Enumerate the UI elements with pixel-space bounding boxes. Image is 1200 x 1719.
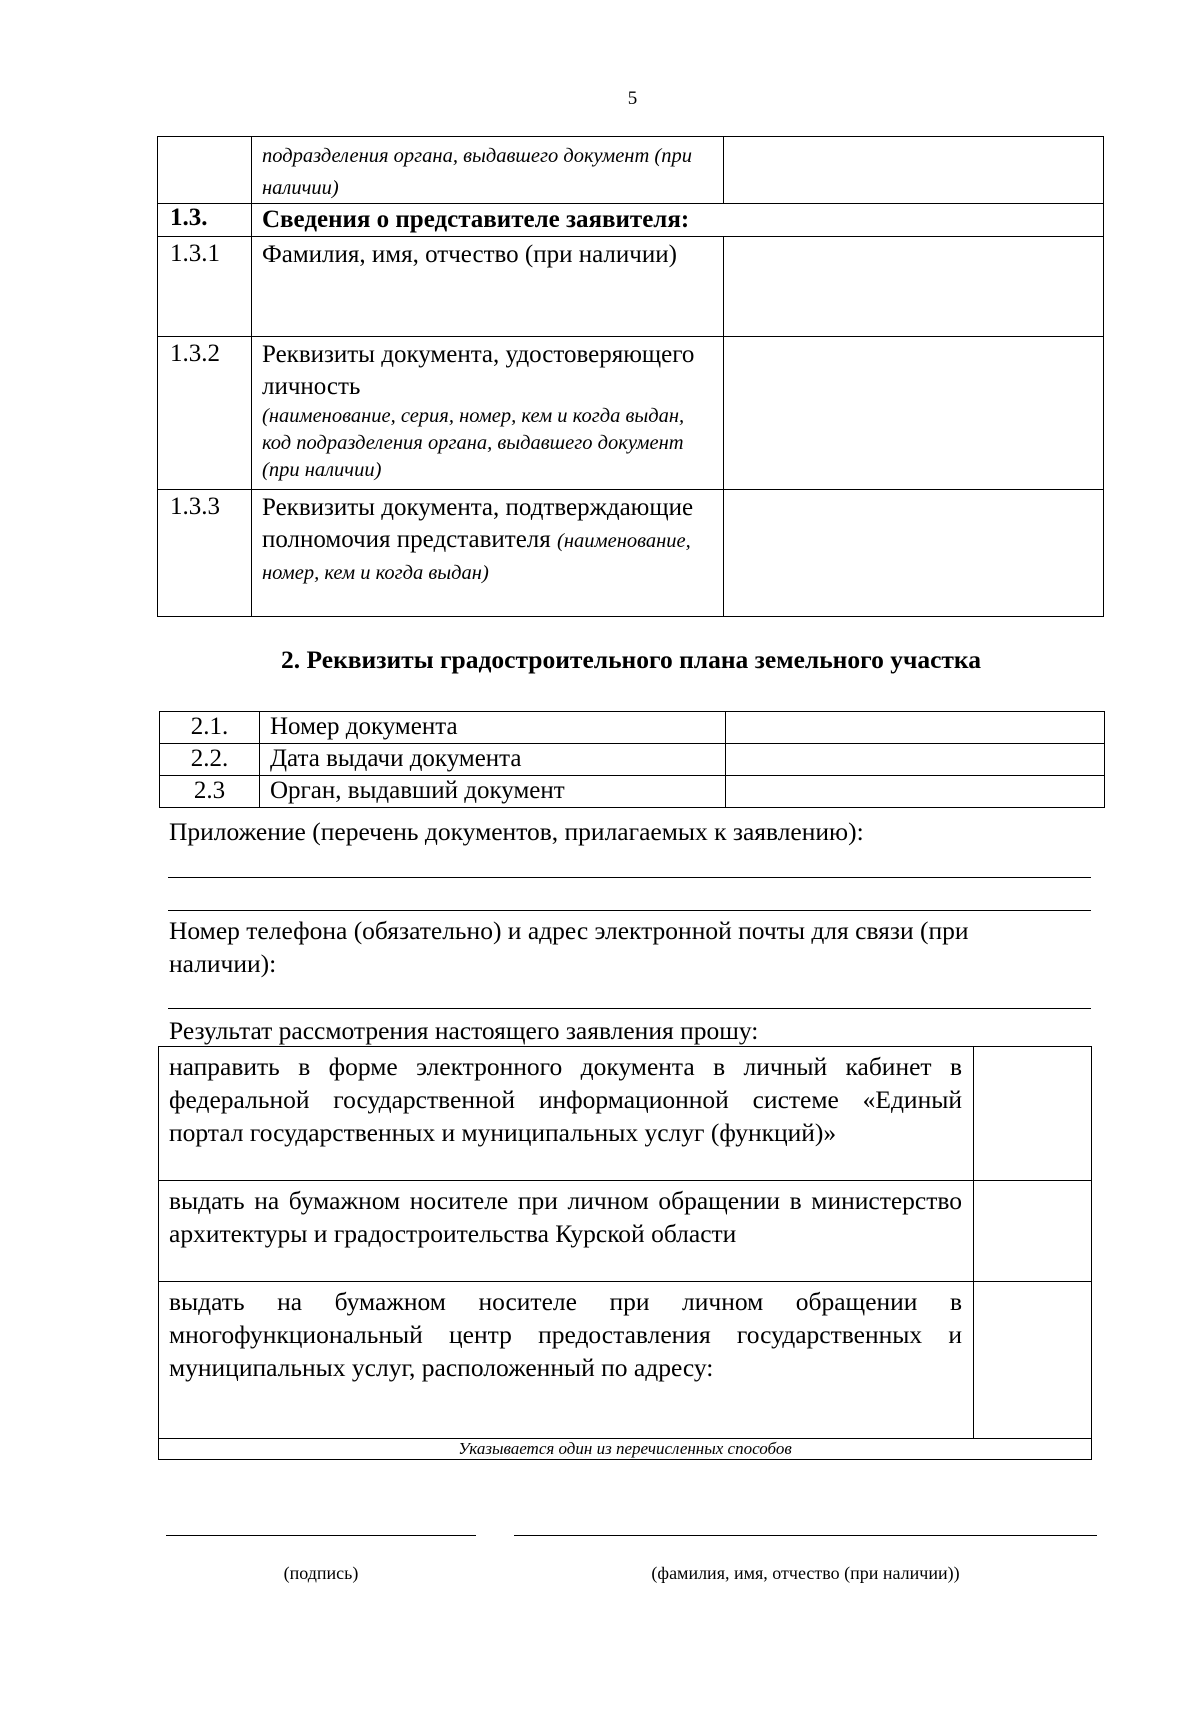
result-option-mfc: выдать на бумажном носителе при личном обращении в многофункциональный центр предоставления государственных и муниципальных услуг, расположенный по адресу: [159,1282,974,1439]
table-row [158,490,1104,617]
row-number: 1.3. [158,204,252,237]
row-label: Орган, выдавший документ [260,776,726,808]
section-header: Сведения о представителе заявителя: [252,204,1104,237]
result-label: Результат рассмотрения настоящего заявления прошу: [169,1016,759,1045]
result-option-electronic: направить в форме электронного документа в личный кабинет в федеральной государственной информационной системе «Единый портал государственных и муниципальных услуг (функций)» [159,1047,974,1181]
result-option-checkbox[interactable] [974,1282,1092,1439]
section-title: 2. Реквизиты градостроительного плана земельного участка [281,645,981,674]
row-number: 2.2. [160,744,260,776]
row-label [252,337,724,490]
row-label [252,237,724,337]
table-row [159,1282,1092,1439]
attachment-line-1[interactable] [168,877,1091,878]
row-number: 1.3.2 [158,337,252,490]
result-options-table [158,1046,1092,1460]
result-option-checkbox[interactable] [974,1047,1092,1181]
row-label [252,490,724,617]
signature-line[interactable] [166,1535,476,1536]
attachment-line-2[interactable] [168,910,1091,911]
row-number: 2.1. [160,712,260,744]
result-option-checkbox[interactable] [974,1181,1092,1282]
value-field[interactable] [724,237,1104,337]
row-note: (наименование, номер, кем и когда выдан) [262,530,691,584]
table-row [160,744,1105,776]
value-field[interactable] [726,712,1105,744]
section-header-row [158,204,1104,237]
phone-email-line[interactable] [168,1008,1091,1009]
full-name-caption: (фамилия, имя, отчество (при наличии)) [651,1563,960,1583]
table-row [159,1439,1092,1460]
table-row [160,712,1105,744]
row-label: Дата выдачи документа [260,744,726,776]
value-field[interactable] [726,744,1105,776]
value-field[interactable] [726,776,1105,808]
urban-plan-table [159,711,1105,808]
row-number: 1.3.3 [158,490,252,617]
value-field[interactable] [724,137,1104,204]
row-number: 2.3 [160,776,260,808]
table-row [159,1181,1092,1282]
empty-cell [158,137,252,204]
page-number: 5 [627,88,638,109]
signature-caption: (подпись) [283,1563,359,1583]
table-row [158,137,1104,204]
row-label-main: Реквизиты документа, подтверждающие полномочия представителя [262,494,694,553]
row-note: подразделения органа, выдавшего документ (при наличии) [262,145,692,199]
table-row [159,1047,1092,1181]
table-row [158,237,1104,337]
row-label: Номер документа [260,712,726,744]
table-row [160,776,1105,808]
phone-email-label: Номер телефона (обязательно) и адрес электронной почты для связи (при наличии): [169,916,969,978]
row-label-main: Фамилия, имя, отчество (при наличии) [262,241,677,268]
full-name-line[interactable] [514,1535,1097,1536]
table-row [158,337,1104,490]
row-label [252,137,724,204]
row-label-main: Реквизиты документа, удостоверяющего личность [262,341,695,400]
attachment-label: Приложение (перечень документов, прилагаемых к заявлению): [169,817,864,846]
row-note: (наименование, серия, номер, кем и когда выдан, код подразделения органа, выдавшего документ (при наличии) [262,405,685,481]
value-field[interactable] [724,337,1104,490]
value-field[interactable] [724,490,1104,617]
result-footnote: Указывается один из перечисленных способов [159,1439,1092,1460]
result-option-ministry: выдать на бумажном носителе при личном обращении в министерство архитектуры и градостроительства Курской области [159,1181,974,1282]
row-number: 1.3.1 [158,237,252,337]
applicant-representative-table [157,136,1104,617]
